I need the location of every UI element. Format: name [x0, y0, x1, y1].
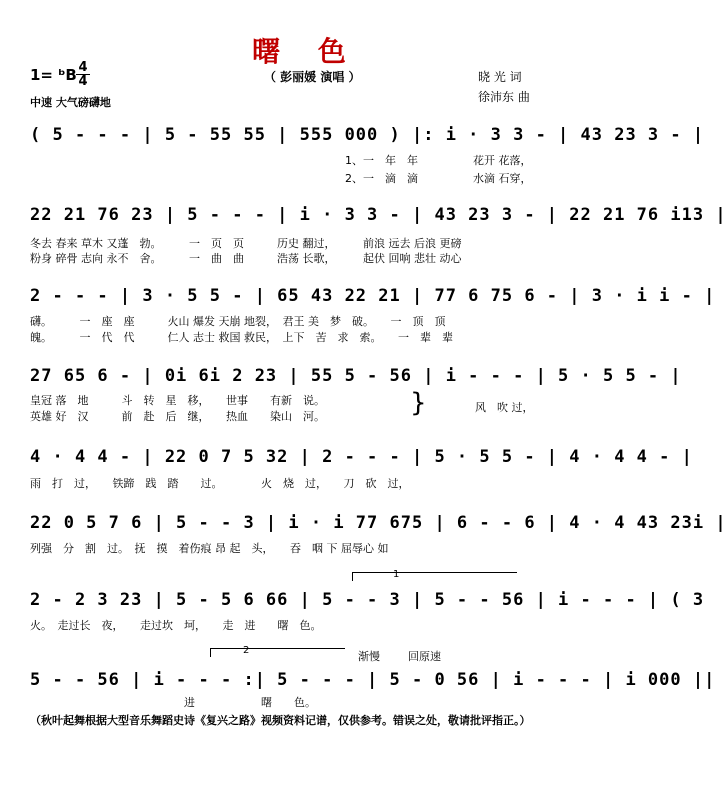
- time-signature-top: 4: [78, 60, 88, 75]
- expression-ritardando: 渐慢: [358, 650, 380, 663]
- lyric-line-2a: 冬去 春来 草木 又蓬 勃。 一 页 页 历史 翻过， 前浪 远去 后浪 更磅: [30, 237, 462, 250]
- staff-line-2: 22 21 76 23 | 5 - - - | i · 3 3 - | 43 23 3 - | 22 21 76 i13 |: [30, 205, 727, 225]
- lyric-line-3a: 礴。 一 座 座 火山 爆发 天崩 地裂， 君王 美 梦 破。 一 顶 顶: [30, 315, 446, 328]
- time-signature: [76, 62, 90, 87]
- lyric-line-1b: 2、一 滴 滴 水滴 石穿，: [345, 172, 532, 185]
- time-signature-bottom: 4: [78, 74, 88, 89]
- volta-2-label: 2: [243, 645, 250, 656]
- tempo-marking: 中速 大气磅礴地: [30, 96, 111, 109]
- lyric-line-6: 列强 分 割 过。 抚 摸 着伤痕 昂 起 头， 吞 咽 下 屈辱心 如: [30, 542, 389, 555]
- lyric-line-7: 火。 走过长 夜， 走过坎 坷， 走 进 曙 色。: [30, 619, 322, 632]
- composer-credit: 徐沛东 曲: [478, 90, 530, 104]
- volta-bracket-2: [210, 645, 345, 657]
- lyricist-credit: 晓 光 词: [478, 70, 522, 84]
- staff-line-1: ( 5 - - - | 5 - 55 55 | 555 000 ) |: i · 3 3 - | 43 23 3 - |: [30, 125, 705, 145]
- volta-bracket-1: [352, 569, 517, 581]
- verse-brace: }: [410, 388, 427, 418]
- staff-line-7: 2 - 2 3 23 | 5 - 5 6 66 | 5 - - 3 | 5 - - 56 | i - - - | ( 3: [30, 590, 705, 610]
- lyric-line-5: 雨 打 过， 铁蹄 践 踏 过。 火 烧 过， 刀 砍 过，: [30, 477, 410, 490]
- staff-line-8: 5 - - 56 | i - - - :| 5 - - - | 5 - 0 56 | i - - - | i 000 ||: [30, 670, 716, 690]
- lyric-line-4b: 英雄 好 汉 前 赴 后 继， 热血 染山 河。: [30, 410, 325, 423]
- staff-line-6: 22 0 5 7 6 | 5 - - 3 | i · i 77 675 | 6 - - 6 | 4 · 4 43 23i |: [30, 513, 727, 533]
- lyric-line-4a: 皇冠 落 地 斗 转 星 移， 世事 有新 说。: [30, 394, 325, 407]
- lyric-line-8: 进 曙 色。: [30, 696, 316, 709]
- footer-note: （秋叶起舞根据大型音乐舞蹈史诗《复兴之路》视频资料记谱，仅供参考。错误之处，敬请批评指正。）: [30, 714, 531, 727]
- staff-line-4: 27 65 6 - | 0i 6i 2 23 | 55 5 - 56 | i - - - | 5 · 5 5 - |: [30, 366, 682, 386]
- lyric-line-2b: 粉身 碎骨 志向 永不 舍。 一 曲 曲 浩荡 长歌， 起伏 回响 悲壮 动心: [30, 252, 462, 265]
- key-signature: 1= ᵇB: [30, 66, 77, 84]
- singer-credit: （ 彭丽媛 演唱 ）: [264, 70, 361, 84]
- staff-line-5: 4 · 4 4 - | 22 0 7 5 32 | 2 - - - | 5 · 5 5 - | 4 · 4 4 - |: [30, 447, 693, 467]
- side-lyric: 风 吹 过，: [475, 401, 534, 414]
- staff-line-3: 2 - - - | 3 · 5 5 - | 65 43 22 21 | 77 6 75 6 - | 3 · i i - |: [30, 286, 716, 306]
- lyric-line-3b: 魄。 一 代 代 仁人 志士 救国 救民， 上下 苦 求 索。 一 辈 辈: [30, 331, 453, 344]
- volta-1-label: 1: [393, 569, 400, 580]
- song-title: 曙 色: [252, 35, 360, 68]
- lyric-line-1a: 1、一 年 年 花开 花落，: [345, 154, 532, 167]
- expression-a-tempo: 回原速: [408, 650, 441, 663]
